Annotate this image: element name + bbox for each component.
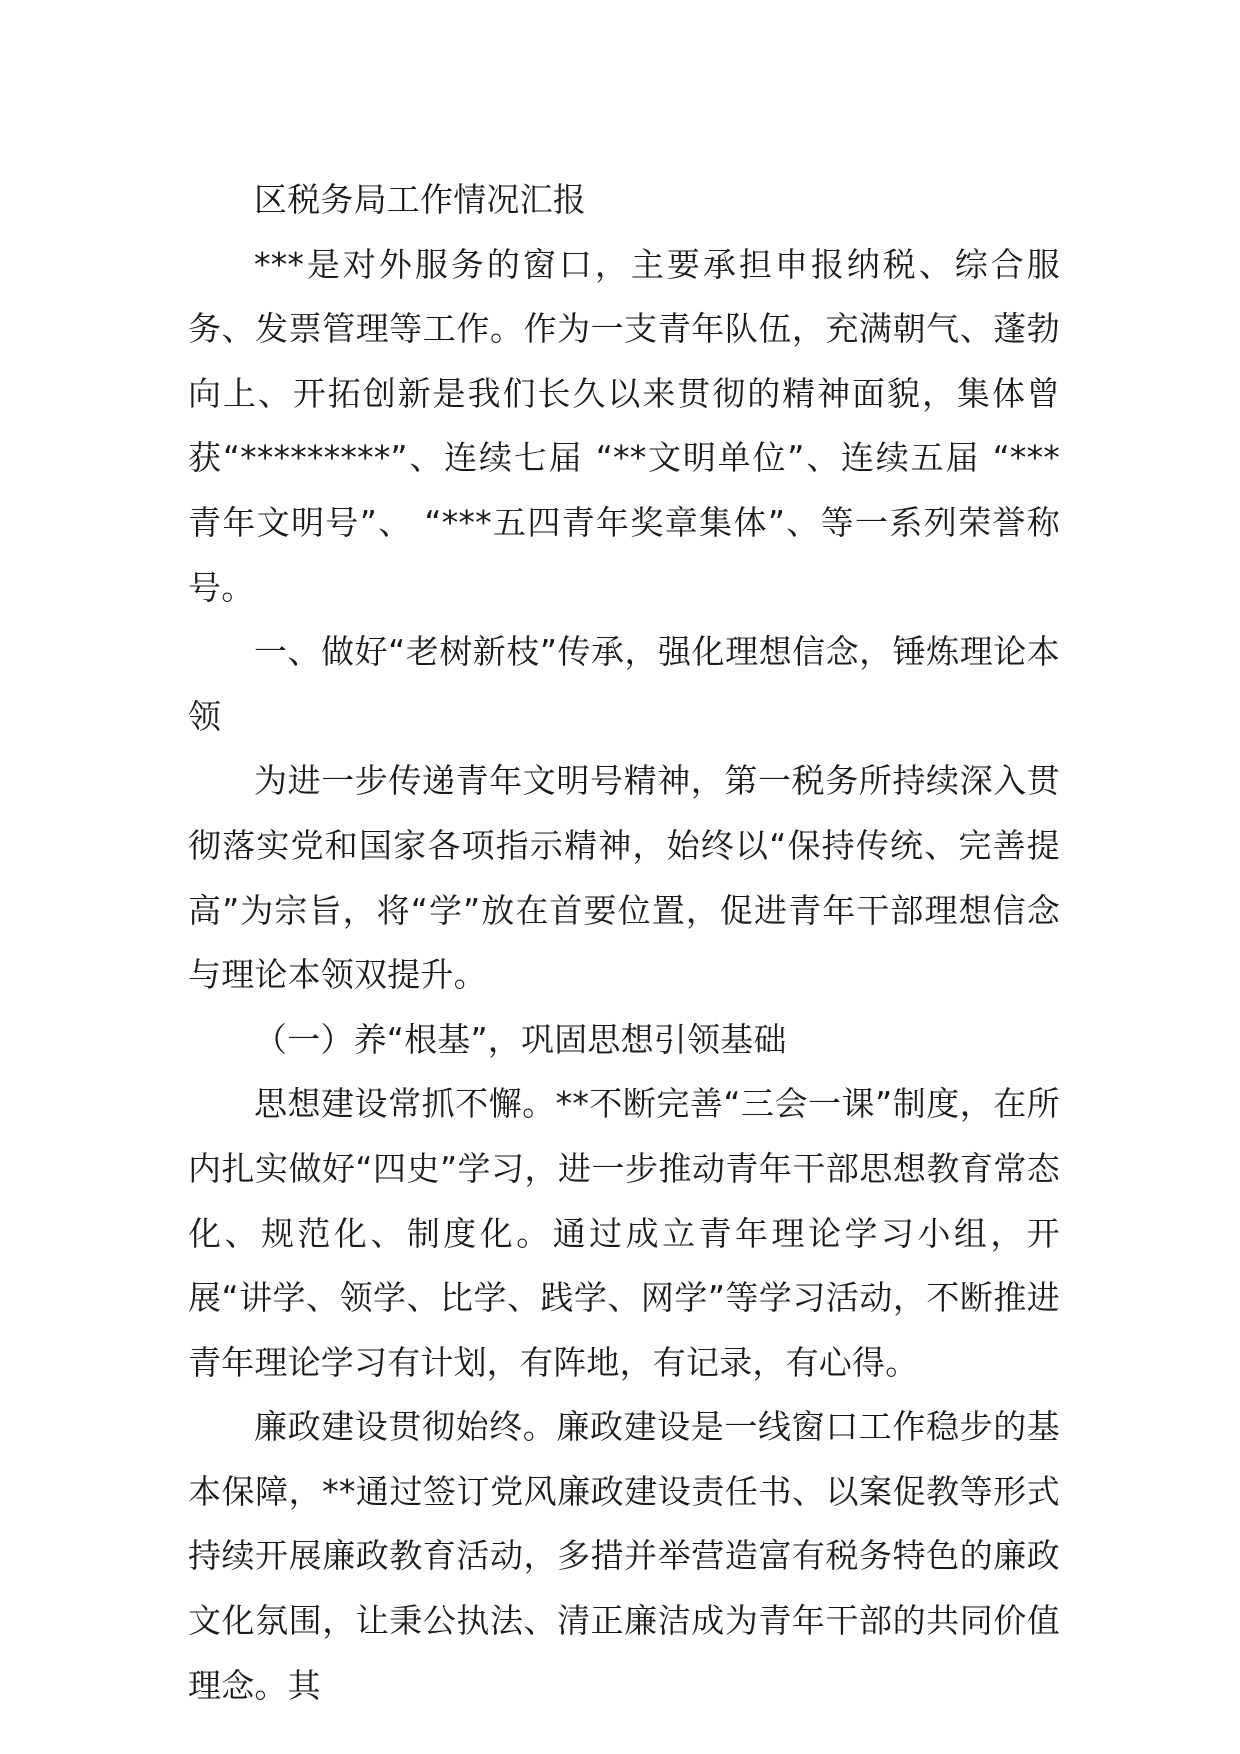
section-heading-1: 一、做好“老树新枝”传承，强化理想信念，锤炼理论本领 xyxy=(188,632,1060,736)
document-body xyxy=(188,168,1060,1718)
subsection-heading-1: （一）养“根基”，巩固思想引领基础 xyxy=(254,1019,787,1059)
paragraph-ideology: 思想建设常抓不懈。**不断完善“三会一课”制度，在所内扎实做好“四史”学习，进一步推动青年干部思想教育常态化、规范化、制度化。通过成立青年理论学习小组，开展“讲学、领学、比学、践学、网学”等学习活动，不断推进青年理论学习有计划，有阵地，有记录，有心得。 xyxy=(188,1084,1060,1382)
document-title: 区税务局工作情况汇报 xyxy=(254,180,586,219)
paragraph-integrity: 廉政建设贯彻始终。廉政建设是一线窗口工作稳步的基本保障，**通过签订党风廉政建设责任书、以案促教等形式持续开展廉政教育活动，多措并举营造富有税务特色的廉政文化氛围，让秉公执法、清正廉洁成为青年干部的共同价值理念。其 xyxy=(188,1407,1060,1705)
paragraph-intro: ***是对外服务的窗口，主要承担申报纳税、综合服务、发票管理等工作。作为一支青年队伍，充满朝气、蓬勃向上、开拓创新是我们长久以来贯彻的精神面貌，集体曾获“*********”、连续七届 “**文明单位”、连续五届 “***青年文明号”、 “***五四青年奖章集体”、等一系列荣誉称号。 xyxy=(188,244,1060,607)
paragraph-section-1: 为进一步传递青年文明号精神，第一税务所持续深入贯彻落实党和国家各项指示精神，始终以“保持传统、完善提高”为宗旨，将“学”放在首要位置，促进青年干部理想信念与理论本领双提升。 xyxy=(188,761,1060,995)
